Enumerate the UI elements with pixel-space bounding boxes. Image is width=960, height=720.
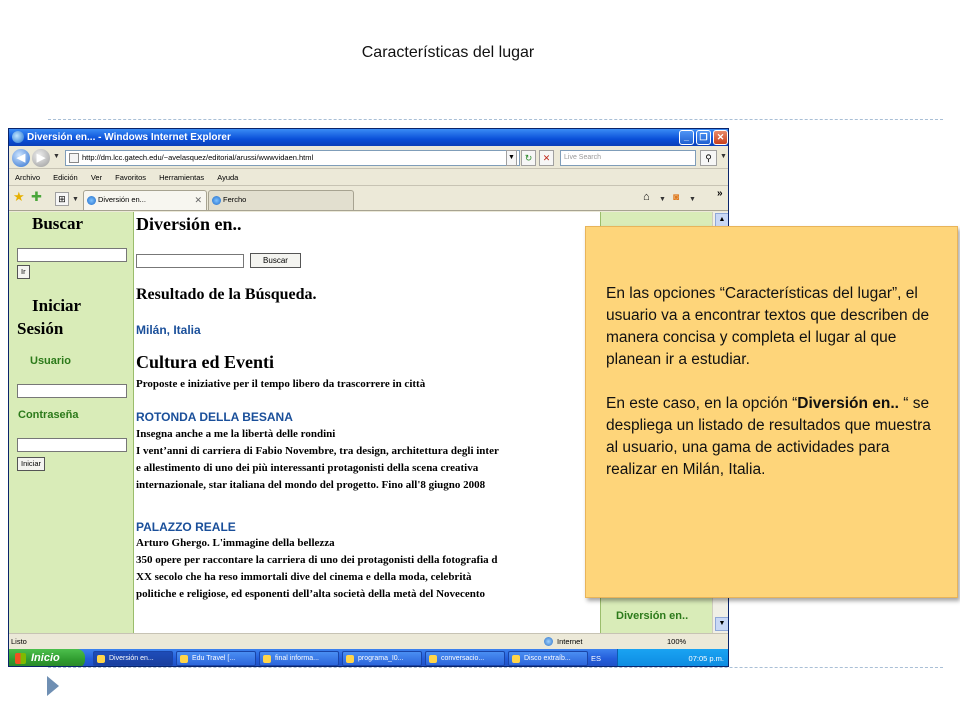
scroll-down-icon[interactable]: ▼ <box>715 617 729 631</box>
address-url: http://dm.lcc.gatech.edu/~avelasquez/editorial/arussi/wwwvidaen.html <box>82 153 314 162</box>
diversion-link[interactable]: Diversión en.. <box>616 610 689 622</box>
scroll-up-icon[interactable]: ▲ <box>715 213 729 227</box>
search-icon[interactable]: ⚲ <box>700 150 717 166</box>
system-tray <box>617 649 729 667</box>
minimize-icon[interactable]: _ <box>679 130 694 145</box>
feeds-icon[interactable]: ◙ <box>673 192 680 203</box>
event-line: internazionale, star italiana del mondo del progetto. Fino all'8 giugno 2008 <box>136 479 486 491</box>
taskbar-item-label: final informa... <box>275 655 319 662</box>
callout-text-pre: En este caso, en la opción “ <box>606 395 798 412</box>
address-input[interactable] <box>65 150 520 166</box>
usuario-label: Usuario <box>30 355 71 367</box>
stop-icon[interactable]: ✕ <box>539 150 554 166</box>
menu-herramientas[interactable]: Herramientas <box>159 173 205 182</box>
window-title: Diversión en... - Windows Internet Explorer <box>27 132 231 143</box>
folder-task-icon <box>180 655 188 663</box>
main-column <box>135 212 600 633</box>
forward-icon[interactable]: ▶ <box>32 149 50 167</box>
event-line: Insegna anche a me la libertà delle rondini <box>136 428 336 440</box>
favorites-star-icon[interactable]: ★ <box>13 189 25 204</box>
search-options-icon[interactable]: ▼ <box>720 153 727 160</box>
bullet-arrow-icon <box>47 676 59 696</box>
live-search-input[interactable]: Live Search <box>560 150 696 166</box>
home-icon[interactable]: ⌂ <box>643 191 650 203</box>
contrasena-input[interactable] <box>17 438 127 452</box>
tab-page-icon <box>212 196 221 205</box>
page-icon <box>69 153 79 163</box>
taskbar-item-label: Edu Travel [... <box>192 655 236 662</box>
event-line: 350 opere per raccontare la carriera di uno dei protagonisti della fotografia d <box>136 554 498 566</box>
tab-list-icon[interactable]: ▼ <box>72 196 79 203</box>
chat-task-icon <box>429 655 437 663</box>
close-icon[interactable]: ✕ <box>713 130 728 145</box>
zoom-level[interactable]: 100% <box>667 637 687 646</box>
sidebar-search-input[interactable] <box>17 248 127 262</box>
buscar-title: Buscar <box>32 214 83 233</box>
slide-title: Características del lugar <box>361 44 535 61</box>
menu-archivo[interactable]: Archivo <box>15 173 41 182</box>
event-title[interactable]: ROTONDA DELLA BESANA <box>136 410 293 424</box>
drive-task-icon <box>512 655 520 663</box>
windows-logo-icon <box>15 653 26 664</box>
menu-ver[interactable]: Ver <box>90 173 103 182</box>
bottom-divider <box>48 667 943 668</box>
taskbar-item[interactable] <box>508 651 588 666</box>
menu-ayuda[interactable]: Ayuda <box>217 173 239 182</box>
status-text: Listo <box>11 637 27 646</box>
ir-button[interactable]: Ir <box>17 265 30 279</box>
home-dropdown-icon[interactable]: ▼ <box>659 196 666 203</box>
page-heading: Diversión en.. <box>136 214 242 234</box>
iniciar-sesion-title <box>17 294 132 340</box>
document-task-icon <box>263 655 271 663</box>
iniciar-title-line2: Sesión <box>17 319 64 338</box>
document-task-icon <box>346 655 354 663</box>
iniciar-title-line1: Iniciar <box>32 296 82 315</box>
usuario-input[interactable] <box>17 384 127 398</box>
menu-edicion[interactable]: Edición <box>53 173 78 182</box>
maximize-icon[interactable]: ❐ <box>696 130 711 145</box>
taskbar-item[interactable] <box>425 651 505 666</box>
callout-highlight: Diversión en.. <box>797 395 904 412</box>
event-line: Arturo Ghergo. L'immagine della bellezza <box>136 537 335 549</box>
status-bar <box>9 633 728 649</box>
taskbar-item[interactable] <box>176 651 256 666</box>
address-toolbar <box>9 147 728 169</box>
address-dropdown-icon[interactable]: ▼ <box>506 150 517 166</box>
refresh-icon[interactable]: ↻ <box>521 150 536 166</box>
callout-paragraph-2 <box>606 393 935 481</box>
taskbar-item-label: conversacio... <box>441 655 485 662</box>
event-line: politiche e religiose, ed esponenti dell’alta società della metà del Novecento <box>136 588 485 600</box>
taskbar-item-label: Disco extraíb... <box>524 655 571 662</box>
location-link[interactable]: Milán, Italia <box>136 323 201 337</box>
ie-task-icon <box>97 655 105 663</box>
results-heading: Resultado de la Búsqueda. <box>136 286 317 303</box>
clock: 07:05 p.m. <box>688 654 724 663</box>
tab-bar <box>9 187 728 211</box>
callout-text-post: “ se despliega un listado de resultados que muestra al usuario, una gama de actividades para realizar en Milán, Italia. <box>606 395 931 478</box>
taskbar-item-label: programa_I0... <box>358 655 404 662</box>
globe-icon <box>544 637 553 646</box>
security-zone <box>544 634 582 649</box>
window-titlebar <box>9 129 728 146</box>
windows-taskbar <box>9 649 728 667</box>
ie-logo-icon <box>12 131 24 143</box>
quick-tabs-icon[interactable]: ⊞ <box>55 192 69 206</box>
tab-close-icon[interactable]: ✕ <box>194 195 202 205</box>
taskbar-item[interactable] <box>259 651 339 666</box>
back-icon[interactable]: ◀ <box>12 149 30 167</box>
contrasena-label: Contraseña <box>18 409 79 421</box>
callout-paragraph-1: En las opciones “Características del lugar”, el usuario va a encontrar textos que describen de manera concisa y completa el lugar al que planean ir a estudiar. <box>606 285 930 368</box>
tab-page-icon <box>87 196 96 205</box>
tab-diversion[interactable] <box>83 190 207 210</box>
language-indicator[interactable]: ES <box>591 654 602 663</box>
tab-fercho[interactable] <box>208 190 354 210</box>
event-line: XX secolo che ha reso immortali dive del cinema e della moda, celebrità <box>136 571 472 583</box>
history-dropdown-icon[interactable]: ▼ <box>53 153 60 160</box>
buscar-button[interactable]: Buscar <box>250 253 301 268</box>
menu-favoritos[interactable]: Favoritos <box>115 173 147 182</box>
event-title[interactable]: PALAZZO REALE <box>136 520 236 534</box>
chevron-more-icon[interactable]: » <box>717 188 723 199</box>
tab-fercho-label: Fercho <box>223 195 247 204</box>
top-divider <box>48 119 943 120</box>
left-sidebar <box>9 212 134 633</box>
section-title: Cultura ed Eventi <box>136 352 275 372</box>
event-line: e allestimento di uno dei più interessanti protagonisti della scena creativa <box>136 462 479 474</box>
event-line: I vent’anni di carriera di Fabio Novembre, tra design, architettura degli inter <box>136 445 499 457</box>
taskbar-item[interactable] <box>342 651 422 666</box>
feeds-dropdown-icon[interactable]: ▼ <box>689 196 696 203</box>
section-subtitle: Proposte e iniziative per il tempo libero da trascorrere in città <box>136 378 426 390</box>
start-label: Inicio <box>31 652 60 664</box>
iniciar-button[interactable]: Iniciar <box>17 457 45 471</box>
start-button[interactable] <box>9 649 85 667</box>
tab-diversion-label: Diversión en... <box>98 195 146 204</box>
add-favorite-icon[interactable]: ✚ <box>31 189 42 204</box>
zone-label: Internet <box>557 637 583 646</box>
main-search-input[interactable] <box>136 254 244 268</box>
explanation-callout <box>585 226 958 598</box>
taskbar-item-label: Diversión en... <box>109 655 154 662</box>
taskbar-item[interactable] <box>93 651 173 666</box>
menu-bar <box>9 170 728 186</box>
